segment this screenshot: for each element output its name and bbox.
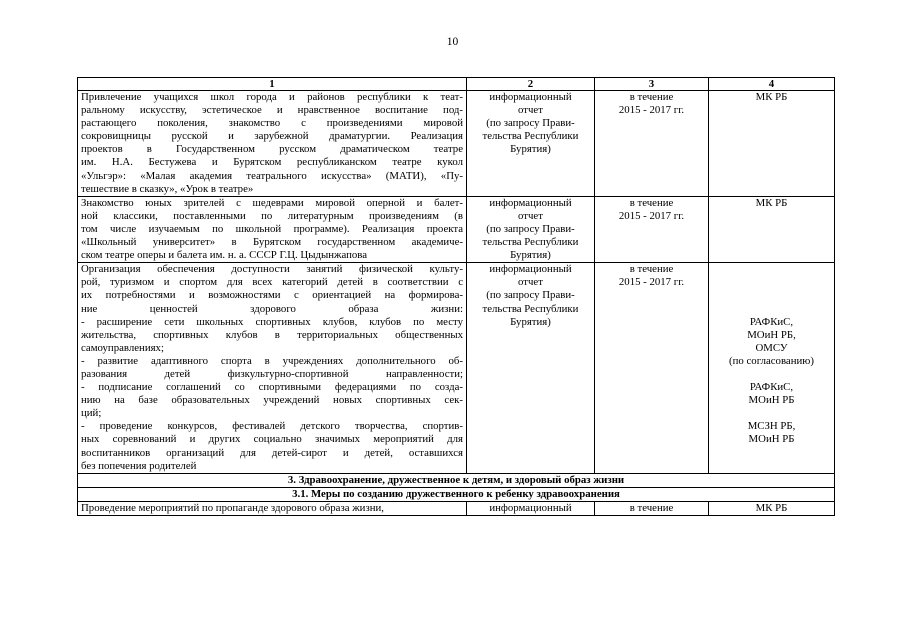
table-row [78,196,835,262]
desc-line: ций; [81,407,102,420]
desc-line: тешествие в сказку», «Урок в театре» [81,182,254,195]
term-line: 2015 - 2017 гг. [618,104,685,117]
table-row [78,91,835,197]
measure-description [78,263,467,474]
section-heading [78,473,835,487]
header-cell: 3 [595,78,709,91]
desc-line: - развитие адаптивного спорта в учреждениях дополнительного об- [81,354,463,367]
form-line: (по запросу Прави- [486,222,575,235]
executor [709,263,835,474]
exec-line: РАФКиС, [749,315,794,328]
term-line: в течение [629,263,674,276]
measures-table [77,77,835,516]
desc-line: без попечения родителей [81,459,197,472]
section-heading-title: 3. Здравоохранение, дружественное к детям, и здоровый образ жизни [78,473,835,487]
form-line: тельства Республики [482,236,579,249]
header-cell: 1 [78,78,467,91]
desc-line: ском театре оперы и балета им. н. а. СССР Г.Ц. Цыдынжапова [81,249,368,262]
report-form: информационный [467,501,595,515]
form-line: информационный [489,263,572,276]
desc-line: самоуправлениях; [81,341,164,354]
form-line: Бурятия) [510,315,551,328]
form-line: информационный [489,196,572,209]
measure-description [78,91,467,197]
term: в течение [595,501,709,515]
desc-line: проектов в Государственном русском драматическом театре [81,143,463,156]
desc-line: - проведение конкурсов, фестивалей детского творчества, спортив- [81,420,463,433]
desc-line: ние ценностей здорового образа жизни: [81,302,463,315]
exec-line: ОМСУ [755,341,788,354]
table-row [78,263,835,474]
form-line: Бурятия) [510,249,551,262]
form-line: отчет [518,276,543,289]
form-line: Бурятия) [510,143,551,156]
desc-line: их потребностями и возможностями с ориентацией на формирова- [81,289,463,302]
exec-line: РАФКиС, [749,381,794,394]
form-line: тельства Республики [482,130,579,143]
table-header-row [78,78,835,91]
exec-line [712,303,831,316]
exec-line [712,368,831,381]
desc-line: им. Н.А. Бестужева и Бурятском республиканском театре кукол [81,156,463,169]
desc-line: «Школьный университет» в Бурятском государственном академиче- [81,236,463,249]
measure-description [78,196,467,262]
executor: МК РБ [709,501,835,515]
form-line: (по запросу Прави- [486,289,575,302]
measure-description: Проведение мероприятий по пропаганде здорового образа жизни, [78,501,467,515]
exec-line: МК РБ [755,91,788,103]
subsection-heading [78,487,835,501]
term [595,91,709,197]
term-line: 2015 - 2017 гг. [618,276,685,289]
desc-line: ральному искусству, эстетическое и нравственное воспитание под- [81,104,463,117]
exec-line: МСЗН РБ, [747,420,796,433]
desc-line: том числе изучаемым по школьной программе). Реализация проекта [81,222,463,235]
desc-line: разования детей физкультурно-спортивной направленности; [81,367,463,380]
form-line: тельства Республики [482,302,579,315]
term-line: 2015 - 2017 гг. [618,209,685,222]
form-line: (по запросу Прави- [486,117,575,130]
term [595,263,709,474]
desc-line: воспитанников организаций для детей-сирот и детей, оставшихся [81,446,463,459]
exec-line: (по согласованию) [729,354,814,367]
desc-line: «Ульгэр»: «Малая академия театрального искусства» (МАТИ), «Пу- [81,169,463,182]
term-line: в течение [629,91,674,103]
exec-line [712,289,831,302]
term-line: в течение [629,196,674,209]
desc-line: Знакомство юных зрителей с шедеврами мировой оперной и балет- [81,196,463,209]
desc-line: ных соревнований и других социально значимых мероприятий для [81,433,463,446]
exec-line: МК РБ [755,196,788,209]
desc-line: нию на базе образовательных учреждений новых спортивных сек- [81,394,463,407]
form-line: отчет [518,209,543,222]
desc-line: растающего поколения, знакомство с произведениями мировой [81,117,463,130]
exec-line [712,263,831,276]
desc-line: сокровищницы русской и зарубежной драматургии. Реализация [81,130,463,143]
report-form [467,91,595,197]
table-row [78,501,835,515]
exec-line: МОиН РБ [748,394,795,407]
header-cell: 2 [467,78,595,91]
form-line: информационный [489,91,572,103]
exec-line [712,276,831,289]
form-line: отчет [518,104,543,117]
desc-line: - расширение сети школьных спортивных клубов, клубов по месту [81,315,463,328]
desc-line: - подписание соглашений со спортивными федерациями по созда- [81,381,463,394]
exec-line: МОиН РБ, [747,328,796,341]
report-form [467,263,595,474]
header-cell: 4 [709,78,835,91]
desc-line: Привлечение учащихся школ города и районов республики к теат- [81,91,463,103]
desc-line: жительства, спортивных клубов в территориальных общественных [81,328,463,341]
subsection-heading-title: 3.1. Меры по созданию дружественного к ребенку здравоохранения [78,487,835,501]
desc-line: рой, туризмом и спортом для всех категорий детей в соответствии с [81,276,463,289]
executor [709,196,835,262]
report-form [467,196,595,262]
exec-line [712,407,831,420]
term [595,196,709,262]
exec-line: МОиН РБ [748,433,795,446]
desc-line: Организация обеспечения доступности занятий физической культу- [81,263,463,276]
page-number: 10 [446,36,459,48]
executor [709,91,835,197]
desc-line: ной классики, поставленными по литературным произведениям (в [81,209,463,222]
